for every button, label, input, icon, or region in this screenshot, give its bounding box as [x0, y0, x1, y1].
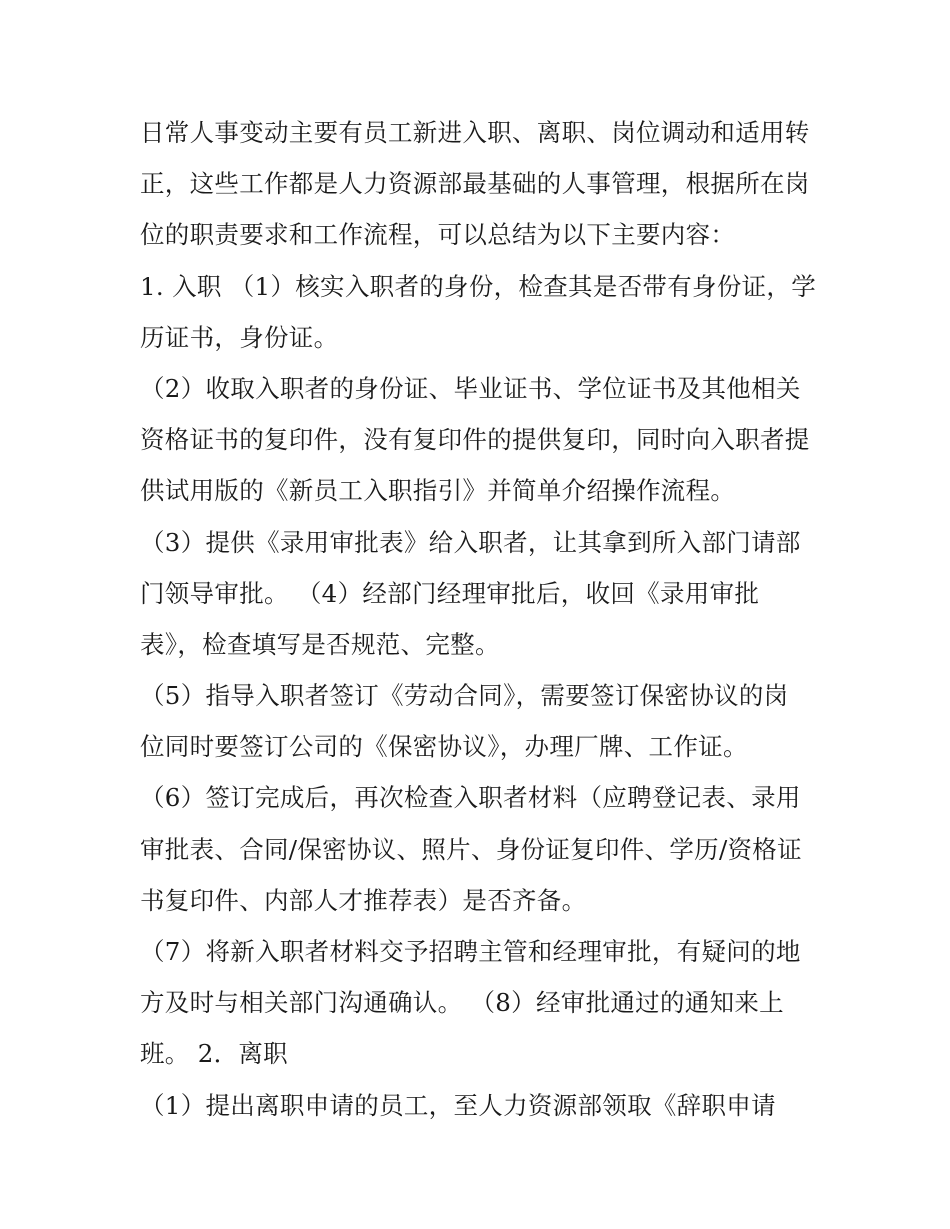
text-line: （2）收取入职者的身份证、毕业证书、学位证书及其他相关: [140, 373, 801, 403]
text-line: 位的职责要求和工作流程，可以总结为以下主要内容：: [140, 220, 736, 250]
text-line: 正，这些工作都是人力资源部最基础的人事管理，根据所在岗: [140, 169, 810, 199]
text-line: 班。 2．离职: [140, 1039, 288, 1069]
text-line: 门领导审批。 （4）经部门经理审批后，收回《录用审批: [140, 578, 760, 608]
text-line: 书复印件、内部人才推荐表）是否齐备。: [140, 885, 587, 915]
body-text: [140, 107, 830, 1131]
text-line: 表》，检查填写是否规范、完整。: [140, 629, 500, 659]
text-line: 历证书，身份证。: [140, 322, 339, 352]
text-line: 方及时与相关部门沟通确认。 （8）经审批通过的通知来上: [140, 988, 784, 1018]
text-line: 资格证书的复印件，没有复印件的提供复印，同时向入职者提: [140, 425, 810, 455]
text-line: （1）提出离职申请的员工，至人力资源部领取《辞职申请: [140, 1090, 776, 1120]
text-line: 日常人事变动主要有员工新进入职、离职、岗位调动和适用转: [140, 118, 810, 147]
text-line: （5）指导入职者签订《劳动合同》，需要签订保密协议的岗: [140, 681, 789, 711]
text-line: 审批表、合同/保密协议、照片、身份证复印件、学历/资格证: [140, 834, 802, 864]
text-line: 位同时要签订公司的《保密协议》，办理厂牌、工作证。: [140, 732, 748, 762]
text-line: （7）将新入职者材料交予招聘主管和经理审批，有疑问的地: [140, 937, 801, 966]
text-line: （3）提供《录用审批表》给入职者，让其拿到所入部门请部: [140, 527, 801, 557]
text-line: 供试用版的《新员工入职指引》并简单介绍操作流程。: [140, 476, 736, 506]
text-line: 1. 入职 （1）核实入职者的身份，检查其是否带有身份证，学: [140, 271, 817, 301]
text-line: （6）签订完成后，再次检查入职者材料（应聘登记表、录用: [140, 783, 801, 813]
